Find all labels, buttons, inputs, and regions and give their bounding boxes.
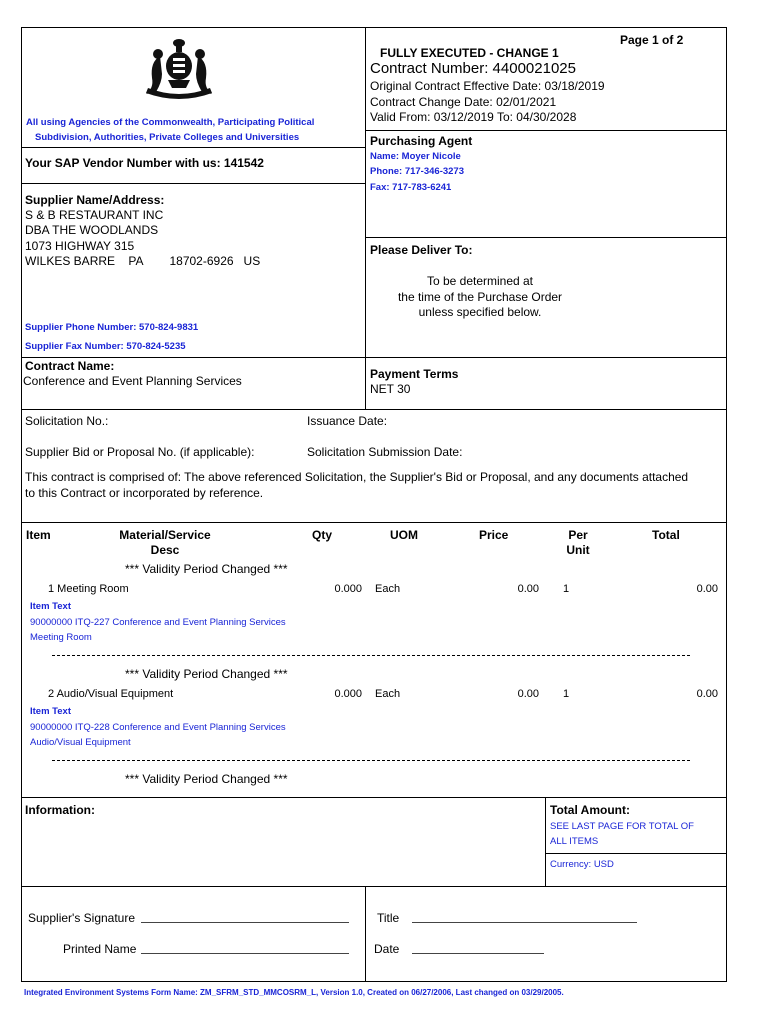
supplier-line-4: WILKES BARRE PA 18702-6926 US: [25, 254, 261, 268]
item-2-per: 1: [563, 688, 570, 700]
solicitation-no: Solicitation No.:: [25, 414, 109, 428]
col-desc-1: Material/Service: [119, 528, 211, 542]
agent-heading: Purchasing Agent: [370, 134, 473, 148]
agencies-line-1: All using Agencies of the Commonwealth, Participating Political: [26, 117, 315, 128]
item-2-text-2: Audio/Visual Equipment: [30, 737, 131, 748]
col-uom: UOM: [390, 528, 418, 542]
form-footer: Integrated Environment Systems Form Name: ZM_SFRM_STD_MMCOSRM_L, Version 1.0, Created on 06/27/2006, Last changed on 03/29/2005.: [24, 988, 564, 997]
item-2-text-label: Item Text: [30, 706, 72, 717]
validity-note-2: *** Validity Period Changed ***: [125, 667, 288, 681]
date-label: Date: [374, 942, 400, 956]
printed-name-line[interactable]: [141, 953, 349, 954]
issuance-date: Issuance Date:: [307, 414, 388, 428]
col-per-2: Unit: [566, 543, 590, 557]
page-label: Page 1 of 2: [620, 33, 684, 47]
contract-number: Contract Number: 4400021025: [370, 60, 576, 77]
item-2-price: 0.00: [517, 688, 539, 700]
total-amount-heading: Total Amount:: [550, 803, 630, 817]
contract-status: FULLY EXECUTED - CHANGE 1: [380, 46, 559, 60]
title-line[interactable]: [412, 922, 637, 923]
vendor-number: Your SAP Vendor Number with us: 141542: [25, 156, 264, 170]
date-line[interactable]: [412, 953, 544, 954]
item-1-text-label: Item Text: [30, 601, 72, 612]
printed-name-label: Printed Name: [63, 942, 137, 956]
agent-phone: Phone: 717-346-3273: [370, 166, 464, 177]
agent-fax: Fax: 717-783-6241: [370, 182, 452, 193]
supplier-heading: Supplier Name/Address:: [25, 193, 165, 207]
effective-date: Original Contract Effective Date: 03/18/2019: [370, 79, 605, 93]
col-desc-2: Desc: [150, 543, 180, 557]
supplier-fax: Supplier Fax Number: 570-824-5235: [25, 341, 186, 352]
comprised-line-2: to this Contract or incorporated by reference.: [25, 486, 264, 500]
item-1-separator: [52, 655, 690, 656]
supplier-line-1: S & B RESTAURANT INC: [25, 208, 164, 222]
commonwealth-seal-icon: [138, 36, 220, 100]
validity-note-1: *** Validity Period Changed ***: [125, 562, 288, 576]
supplier-signature-line[interactable]: [141, 922, 349, 923]
payment-heading: Payment Terms: [370, 367, 459, 381]
valid-dates: Valid From: 03/12/2019 To: 04/30/2028: [370, 110, 577, 124]
total-amount-note-2: ALL ITEMS: [550, 836, 599, 847]
item-1-per: 1: [563, 583, 570, 595]
submission-date: Solicitation Submission Date:: [307, 445, 463, 459]
validity-note-3: *** Validity Period Changed ***: [125, 772, 288, 786]
item-1-uom: Each: [375, 583, 401, 595]
supplier-line-3: 1073 HIGHWAY 315: [25, 239, 135, 253]
item-1-text-2: Meeting Room: [30, 632, 92, 643]
item-1-line: 1 Meeting Room: [48, 583, 129, 595]
supplier-signature-label: Supplier's Signature: [28, 911, 136, 925]
col-price: Price: [479, 528, 509, 542]
col-per-1: Per: [568, 528, 588, 542]
information-label: Information:: [25, 803, 95, 817]
agencies-line-2: Subdivision, Authorities, Private Colleges and Universities: [35, 132, 300, 143]
supplier-line-2: DBA THE WOODLANDS: [25, 223, 159, 237]
item-1-qty: 0.000: [334, 583, 362, 595]
deliver-heading: Please Deliver To:: [370, 243, 473, 257]
deliver-line-1: To be determined at: [426, 274, 534, 288]
contract-name-heading: Contract Name:: [25, 359, 115, 373]
col-total: Total: [652, 528, 680, 542]
total-amount-note-1: SEE LAST PAGE FOR TOTAL OF: [550, 821, 694, 832]
agent-name: Name: Moyer Nicole: [370, 151, 461, 162]
item-1-total: 0.00: [696, 583, 718, 595]
item-1-text-1: 90000000 ITQ-227 Conference and Event Planning Services: [30, 617, 286, 628]
col-qty: Qty: [312, 528, 333, 542]
currency: Currency: USD: [550, 859, 614, 870]
item-1-price: 0.00: [517, 583, 539, 595]
contract-name-value: Conference and Event Planning Services: [23, 374, 242, 388]
deliver-line-3: unless specified below.: [418, 305, 542, 319]
item-2-qty: 0.000: [334, 688, 362, 700]
supplier-phone: Supplier Phone Number: 570-824-9831: [25, 322, 199, 333]
item-2-text-1: 90000000 ITQ-228 Conference and Event Planning Services: [30, 722, 286, 733]
item-2-total: 0.00: [696, 688, 718, 700]
item-2-uom: Each: [375, 688, 401, 700]
change-date: Contract Change Date: 02/01/2021: [370, 95, 557, 109]
item-2-line: 2 Audio/Visual Equipment: [48, 688, 174, 700]
deliver-line-2: the time of the Purchase Order: [397, 290, 563, 304]
item-2-separator: [52, 760, 690, 761]
bid-no: Supplier Bid or Proposal No. (if applicable):: [25, 445, 255, 459]
col-item: Item: [26, 528, 51, 542]
title-label: Title: [377, 911, 400, 925]
comprised-line-1: This contract is comprised of: The above referenced Solicitation, the Supplier's Bid or Proposal, and any documents attached: [25, 470, 689, 484]
payment-value: NET 30: [370, 382, 411, 396]
